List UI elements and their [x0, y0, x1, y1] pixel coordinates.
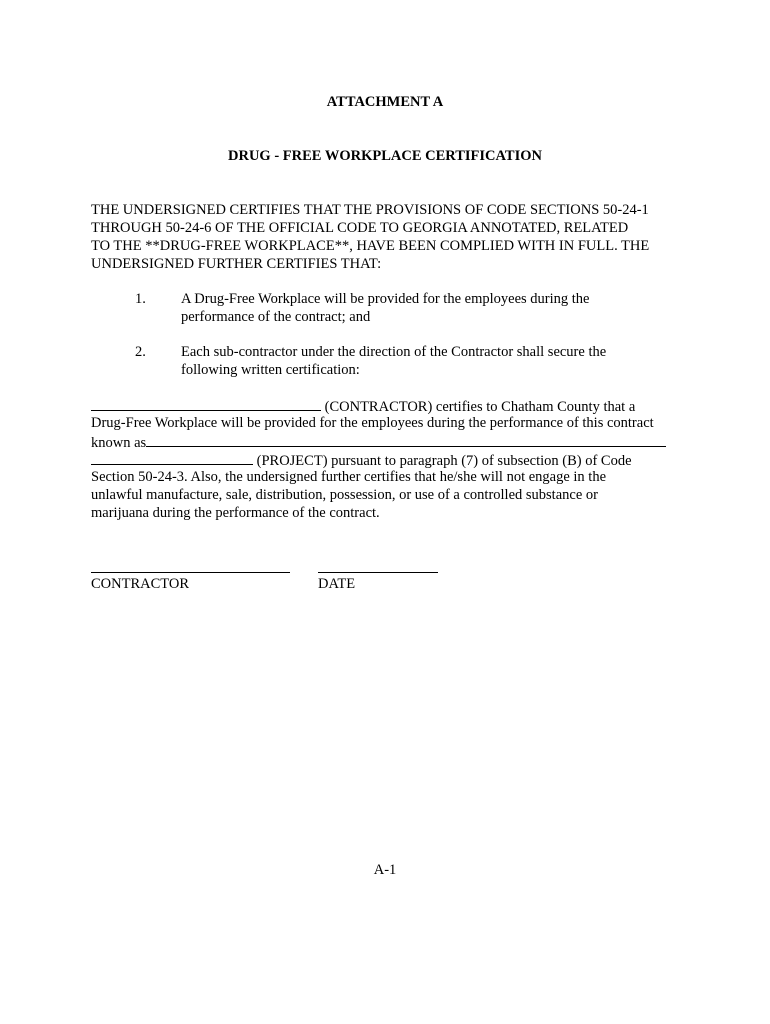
intro-line: THROUGH 50-24-6 OF THE OFFICIAL CODE TO GEORGIA ANNOTATED, RELATED — [91, 220, 629, 236]
contractor-name-blank[interactable] — [91, 396, 321, 411]
certification-title: DRUG - FREE WORKPLACE CERTIFICATION — [228, 148, 542, 164]
list-item-line: A Drug-Free Workplace will be provided for the employees during the — [181, 291, 590, 307]
intro-line: THE UNDERSIGNED CERTIFIES THAT THE PROVISIONS OF CODE SECTIONS 50-24-1 — [91, 202, 649, 218]
list-item-line: performance of the contract; and — [181, 309, 371, 325]
certification-line — [91, 432, 666, 452]
certification-text: (PROJECT) pursuant to paragraph (7) of subsection (B) of Code — [253, 453, 632, 469]
certification-line — [91, 396, 635, 416]
certification-line: unlawful manufacture, sale, distribution, possession, or use of a controlled substance or — [91, 487, 598, 503]
project-name-blank-continued[interactable] — [91, 450, 253, 465]
certification-line: Section 50-24-3. Also, the undersigned further certifies that he/she will not engage in the — [91, 469, 607, 485]
certification-line — [91, 450, 632, 470]
date-label: DATE — [318, 576, 356, 592]
intro-line: UNDERSIGNED FURTHER CERTIFIES THAT: — [91, 256, 382, 272]
page-number: A-1 — [373, 862, 397, 878]
certification-text: (CONTRACTOR) certifies to Chatham County that a — [321, 399, 636, 415]
attachment-heading: ATTACHMENT A — [326, 94, 444, 110]
list-item-line: Each sub-contractor under the direction of the Contractor shall secure the — [181, 344, 607, 360]
date-signature-line[interactable] — [318, 572, 438, 573]
list-item-number: 2. — [135, 344, 146, 360]
certification-line: marijuana during the performance of the contract. — [91, 505, 380, 521]
certification-line: Drug-Free Workplace will be provided for the employees during the performance of this contract — [91, 415, 654, 431]
contractor-signature-line[interactable] — [91, 572, 290, 573]
intro-line: TO THE **DRUG-FREE WORKPLACE**, HAVE BEEN COMPLIED WITH IN FULL. THE — [91, 238, 650, 254]
list-item-line: following written certification: — [181, 362, 360, 378]
project-name-blank[interactable] — [146, 432, 666, 447]
certification-text: known as — [91, 435, 147, 451]
contractor-label: CONTRACTOR — [91, 576, 190, 592]
list-item-number: 1. — [135, 291, 146, 307]
